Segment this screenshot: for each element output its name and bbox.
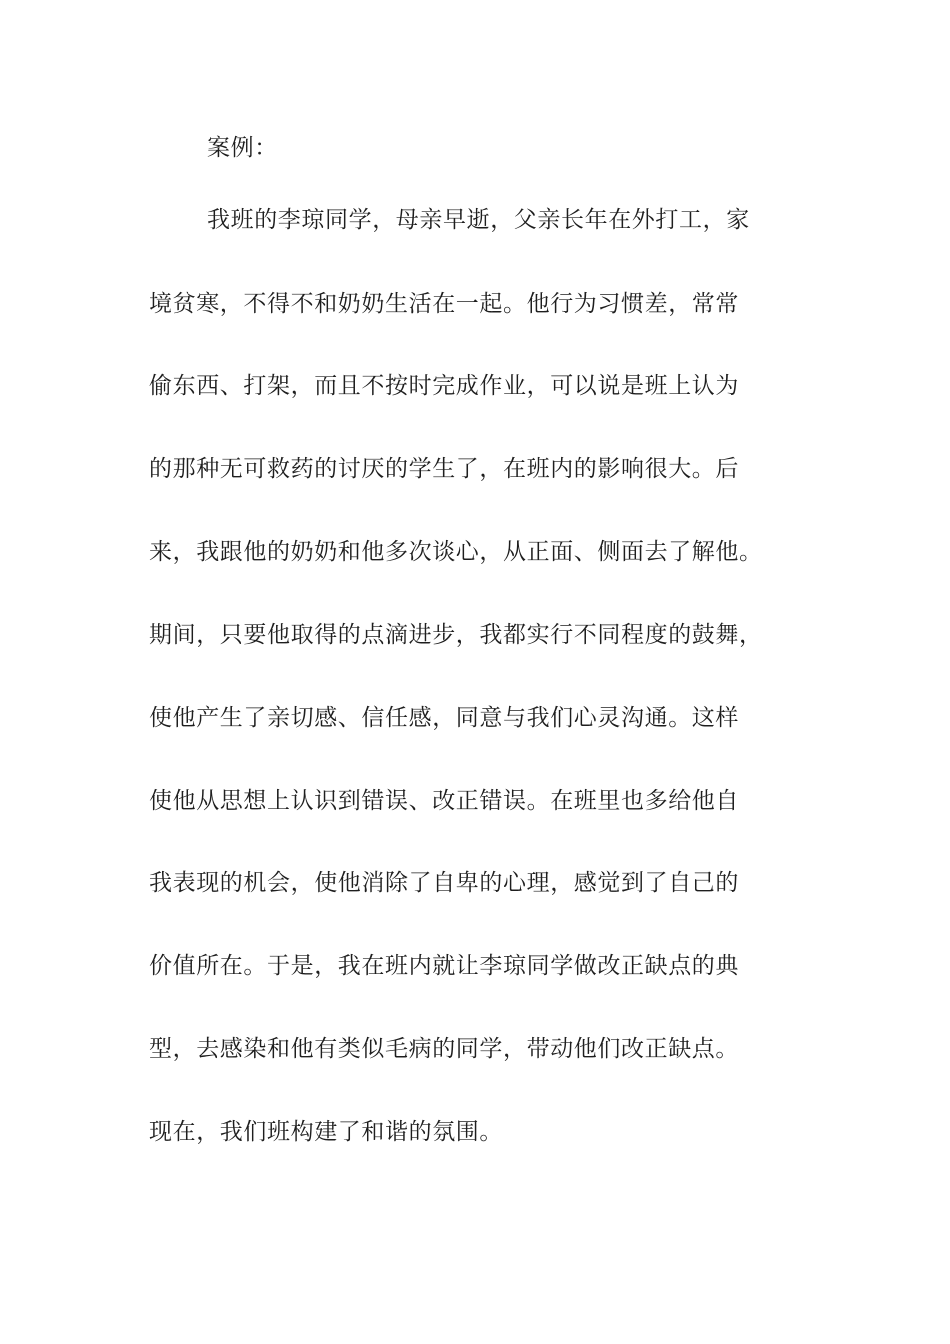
paragraph-line: 现在，我们班构建了和谐的氛围。	[149, 1119, 503, 1145]
paragraph-line: 我表现的机会，使他消除了自卑的心理，感觉到了自己的	[149, 870, 739, 896]
paragraph-line: 使他产生了亲切感、信任感，同意与我们心灵沟通。这样	[149, 705, 739, 731]
paragraph-line: 期间，只要他取得的点滴进步，我都实行不同程度的鼓舞，	[149, 622, 763, 648]
paragraph-line: 使他从思想上认识到错误、改正错误。在班里也多给他自	[149, 788, 739, 814]
paragraph-line: 境贫寒，不得不和奶奶生活在一起。他行为习惯差，常常	[149, 291, 739, 317]
paragraph-line: 偷东西、打架，而且不按时完成作业，可以说是班上认为	[149, 373, 739, 399]
paragraph-line: 价值所在。于是，我在班内就让李琼同学做改正缺点的典	[149, 953, 739, 979]
paragraph-line: 我班的李琼同学，母亲早逝，父亲长年在外打工，家	[207, 207, 750, 233]
paragraph-line: 的那种无可救药的讨厌的学生了，在班内的影响很大。后	[149, 456, 739, 482]
paragraph-line: 型，去感染和他有类似毛病的同学，带动他们改正缺点。	[149, 1036, 739, 1062]
paragraph-line: 来，我跟他的奶奶和他多次谈心，从正面、侧面去了解他。	[149, 539, 763, 565]
heading: 案例：	[207, 135, 278, 161]
